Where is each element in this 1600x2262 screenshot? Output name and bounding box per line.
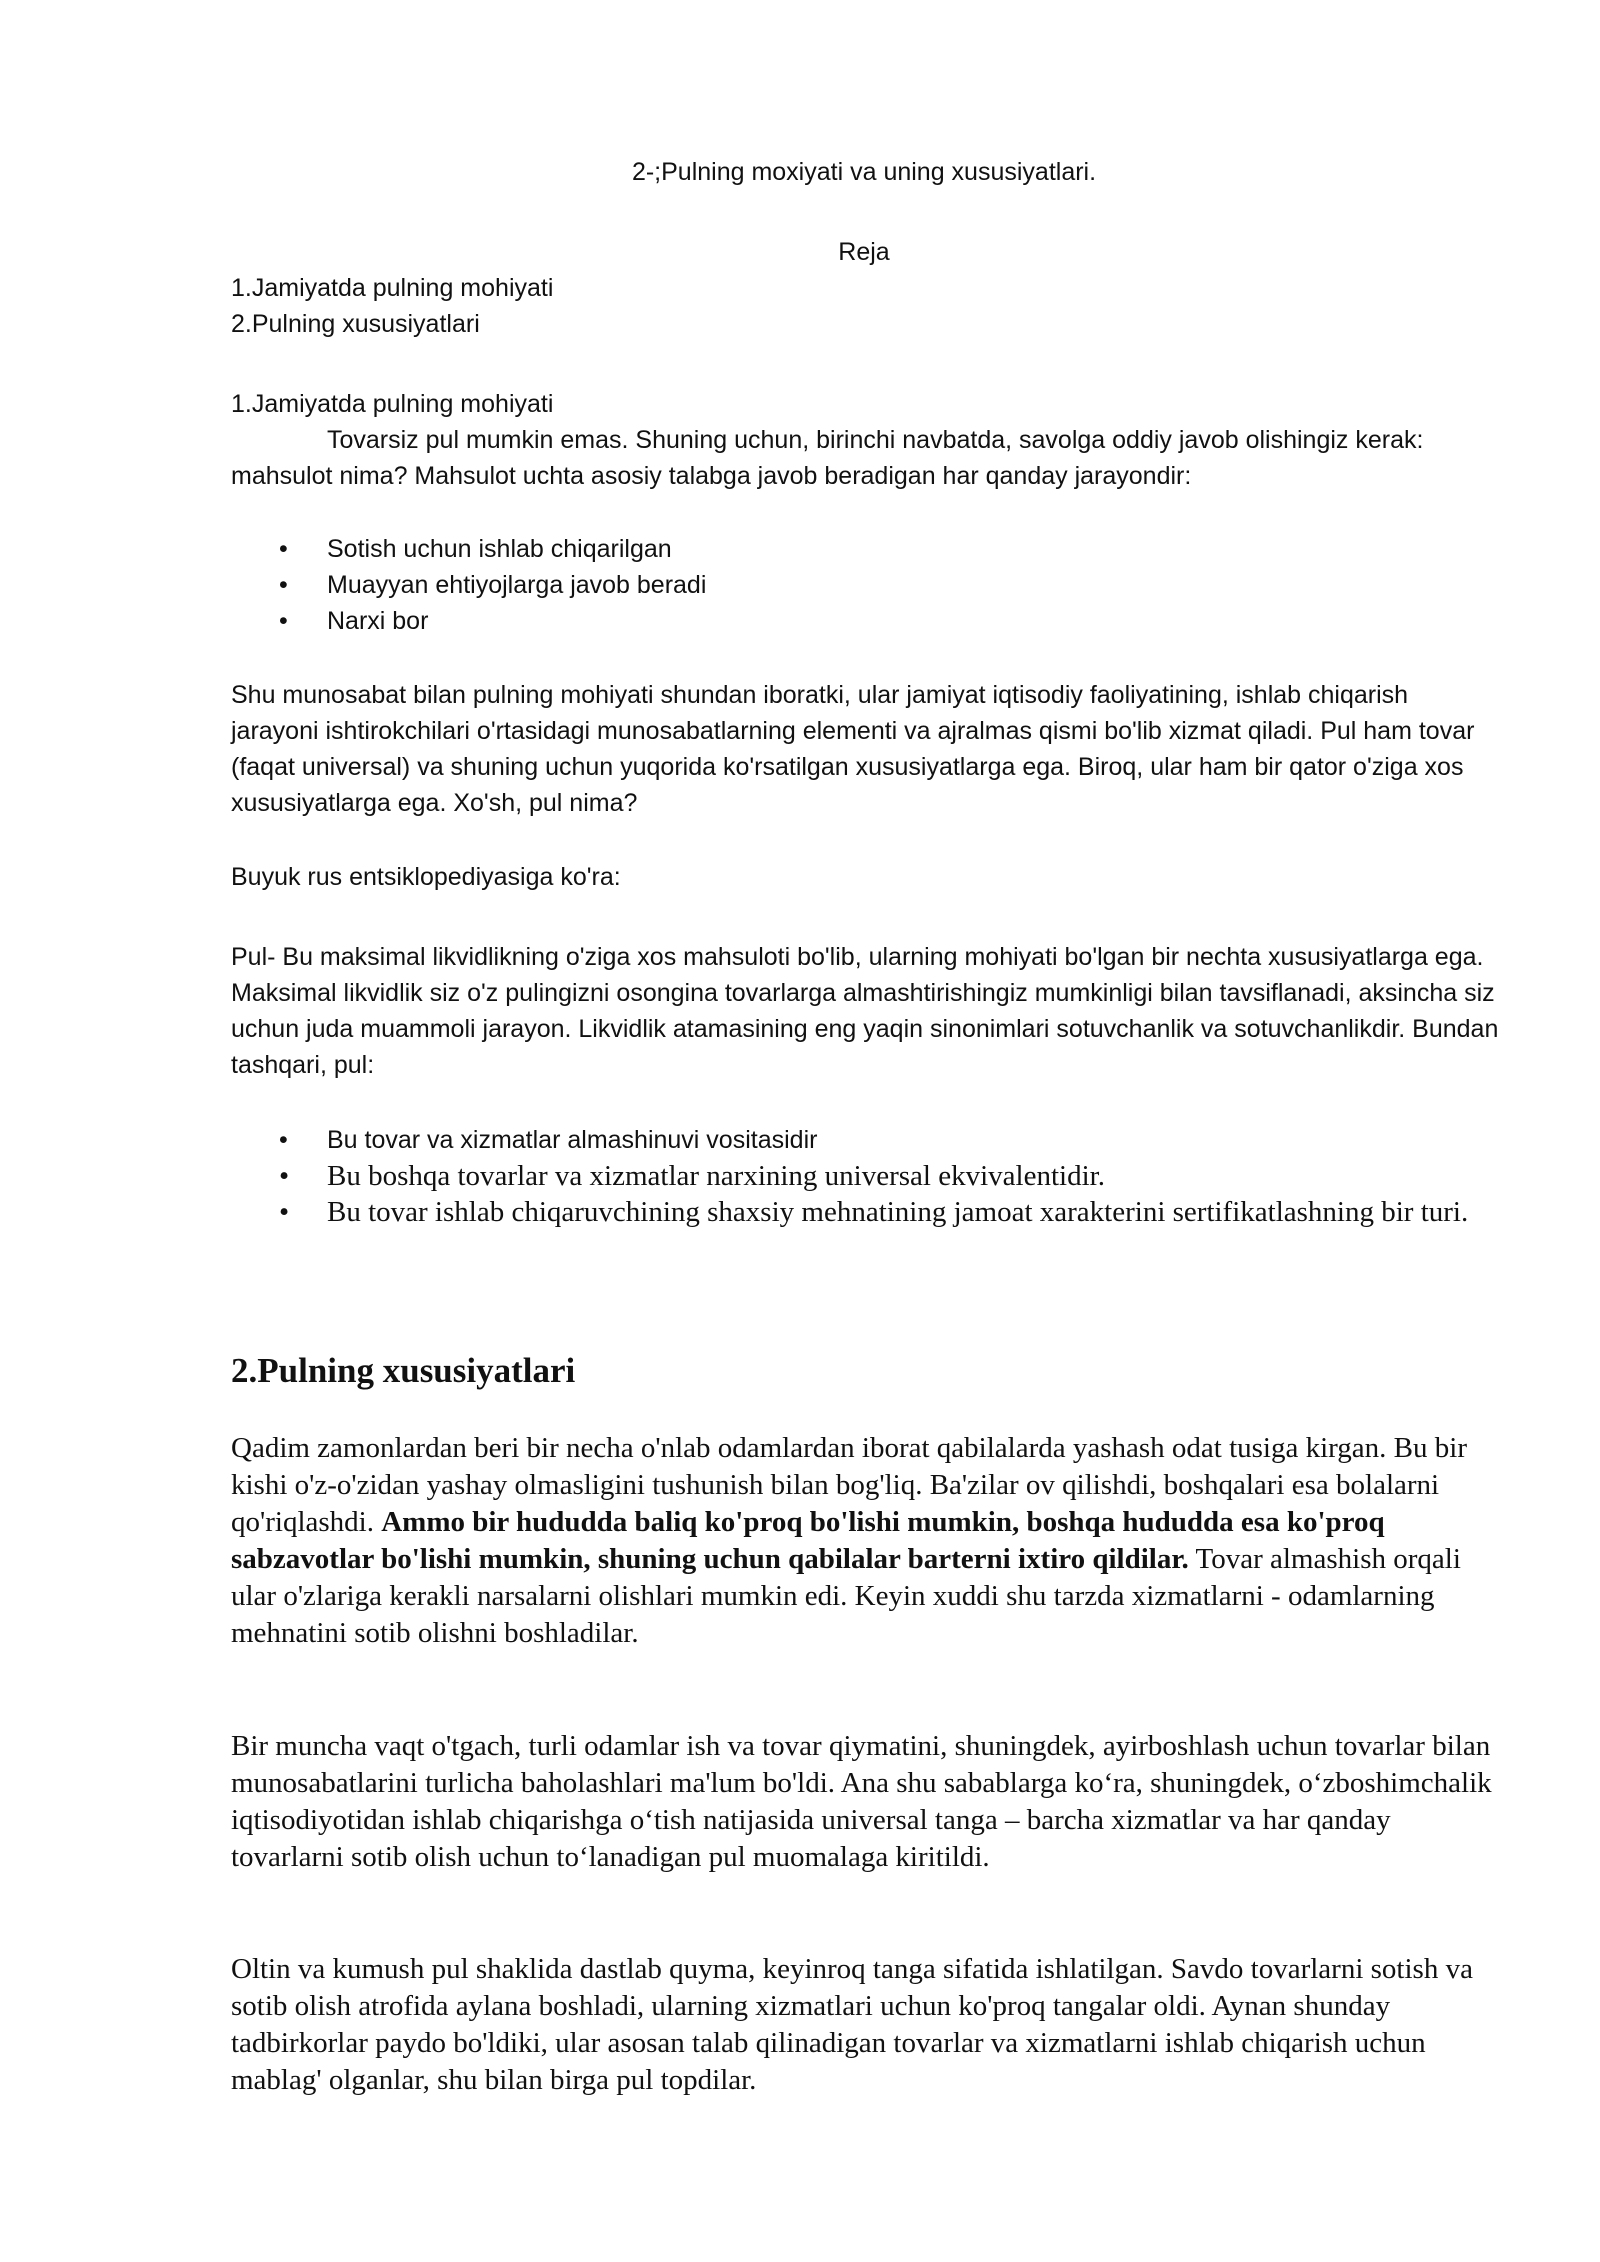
list-item: • Bu tovar ishlab chiqaruvchining shaxsiy mehnatining jamoat xarakterini sertifikatlashning bir turi. — [279, 1196, 1469, 1228]
document-title: 2-;Pulning moxiyati va uning xususiyatlari. — [631, 158, 1097, 186]
list-item: • Bu tovar va xizmatlar almashinuvi vositasidir — [231, 1122, 1501, 1158]
paragraph-ancient-times: Qadim zamonlardan beri bir necha o'nlab odamlardan iborat qabilalarda yashash odat tusiga kirgan. Bu bir kishi o'z-o'zidan yashay olmasligini tushunish bilan bog'liq. Ba'zilar ov qilishdi, boshqalari esa bolalarni qo'riqlashdi. Ammo bir hududda baliq ko'proq bo'lishi mumkin, boshqa hududda esa ko'proq sabzavotlar bo'lishi mumkin, shuning uchun qabilalar barterni ixtiro qildilar. Tovar almashish orqali ular o'zlariga kerakli narsalarni olishlari mumkin edi. Keyin xuddi shu tarzda xizmatlarni - odamlarning mehnatini sotib olishni boshladilar. — [231, 1432, 1467, 1649]
paragraph-universal-coin: Bir muncha vaqt o'tgach, turli odamlar ish va tovar qiymatini, shuningdek, ayirboshlash uchun tovarlar bilan munosabatlarini turlicha baholashlari ma'lum bo'ldi. Ana shu sabablarga ko‘ra, shuningdek, o‘zboshimchalik iqtisodiyotidan ishlab chiqarishga o‘tish natijasida universal tanga – barcha xizmatlar va har qanday tovarlarni sotib olish uchun to‘lanadigan pul muomalaga kiritildi. — [231, 1730, 1492, 1873]
section1-intro-paragraph: Tovarsiz pul mumkin emas. Shuning uchun, birinchi navbatda, savolga oddiy javob olishingiz kerak: mahsulot nima? Mahsulot uchta asosiy talabga javob beradigan har qanday jarayondir: — [231, 426, 1424, 490]
bullet-icon: • — [279, 1126, 288, 1154]
paragraph-encyclopedia: Buyuk rus entsiklopediyasiga ko'ra: — [231, 863, 621, 891]
bullet-icon: • — [279, 571, 288, 599]
plan-item: 1.Jamiyatda pulning mohiyati — [231, 274, 554, 302]
paragraph-gold-silver: Oltin va kumush pul shaklida dastlab quyma, keyinroq tanga sifatida ishlatilgan. Savdo tovarlarni sotish va sotib olish atrofida aylana boshladi, ularning xizmatlari uchun ko'proq tangalar oldi. Aynan shunday tadbirkorlar paydo bo'ldiki, ular asosan talab qilinadigan tovarlar va xizmatlarni ishlab chiqarish uchun mablag' olganlar, shu bilan birga pul topdilar. — [231, 1953, 1473, 2096]
bullet-icon: • — [279, 1160, 290, 1192]
list-item: • Bu boshqa tovarlar va xizmatlar narxining universal ekvivalentidir. — [279, 1160, 1105, 1192]
bullet-icon: • — [279, 607, 288, 635]
product-requirements-list — [231, 531, 1501, 639]
paragraph-money-definition: Pul- Bu maksimal likvidlikning o'ziga xos mahsuloti bo'lib, ularning mohiyati bo'lgan bir nechta xususiyatlarga ega. Maksimal likvidlik siz o'z pulingizni osongina tovarlarga almashtirishingiz mumkinligi bilan tavsiflanadi, aksincha siz uchun juda muammoli jarayon. Likvidlik atamasining eng yaqin sinonimlari sotuvchanlik va sotuvchanlikdir. Bundan tashqari, pul: — [231, 943, 1499, 1079]
plan-heading: Reja — [838, 238, 890, 266]
section1-heading: 1.Jamiyatda pulning mohiyati — [231, 390, 554, 418]
paragraph-money-essence: Shu munosabat bilan pulning mohiyati shundan iboratki, ular jamiyat iqtisodiy faoliyatining, ishlab chiqarish jarayoni ishtirokchilari o'rtasidagi munosabatlarning elementi va ajralmas qismi bo'lib xizmat qiladi. Pul ham tovar (faqat universal) va shuning uchun yuqorida ko'rsatilgan xususiyatlarga ega. Biroq, ular ham bir qator o'ziga xos xususiyatlarga ega. Xo'sh, pul nima? — [231, 681, 1475, 817]
section2-heading: 2.Pulning xususiyatlari — [231, 1351, 576, 1390]
list-item: • Narxi bor — [231, 603, 1501, 639]
list-item: • Muayyan ehtiyojlarga javob beradi — [231, 567, 1501, 603]
bold-text: Ammo bir hududda baliq ko'proq bo'lishi mumkin, boshqa hududda esa ko'proq sabzavotlar bo'lishi mumkin, shuning uchun qabilalar barterni ixtiro qildilar. — [231, 1506, 1385, 1575]
money-properties-list — [231, 1122, 1501, 1230]
list-item: • Sotish uchun ishlab chiqarilgan — [231, 531, 1501, 567]
plan-item: 2.Pulning xususiyatlari — [231, 310, 480, 338]
plan-list — [231, 270, 1501, 342]
bullet-icon: • — [279, 1196, 290, 1228]
bullet-icon: • — [279, 535, 288, 563]
